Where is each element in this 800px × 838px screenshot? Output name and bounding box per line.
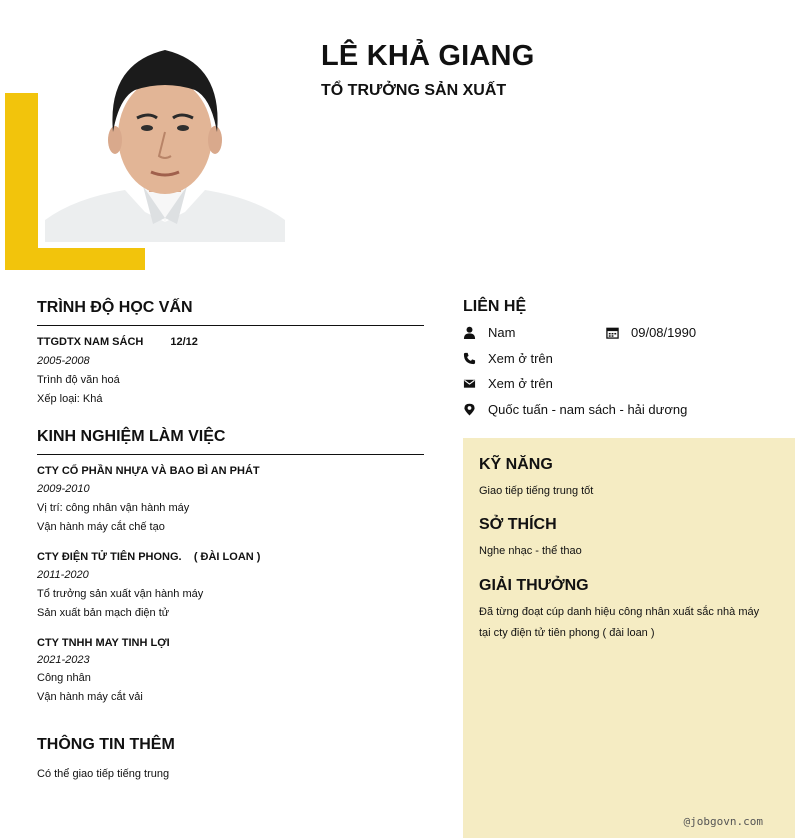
- experience-company: CTY CỔ PHẦN NHỰA VÀ BAO BÌ AN PHÁT: [37, 465, 260, 477]
- portrait-illustration: [45, 40, 285, 242]
- candidate-role: TỔ TRƯỞNG SẢN XUẤT: [321, 82, 507, 99]
- experience-company: CTY TNHH MAY TINH LỢI: [37, 637, 170, 649]
- contact-phone: [463, 351, 553, 366]
- phone-icon: [463, 352, 476, 365]
- education-school-row: [37, 336, 424, 348]
- hobbies-title: SỞ THÍCH: [479, 516, 557, 533]
- experience-item: [37, 465, 424, 533]
- education-title: TRÌNH ĐỘ HỌC VẤN: [37, 299, 193, 316]
- location-pin-icon: [463, 403, 476, 416]
- experience-item: [37, 637, 424, 703]
- contact-phone-text: Xem ở trên: [488, 351, 553, 366]
- experience-item: [37, 551, 424, 619]
- experience-line: Vị trí: công nhân vận hành máy: [37, 502, 190, 514]
- hobbies-text: Nghe nhạc - thể thao: [479, 545, 582, 557]
- contact-address: [463, 402, 687, 417]
- contact-birthday: [606, 325, 696, 340]
- frame-horizontal-bar: [5, 248, 145, 270]
- side-panel: [463, 438, 795, 838]
- contact-birthday-text: 09/08/1990: [631, 325, 697, 340]
- experience-line: Vận hành máy cắt vải: [37, 691, 143, 703]
- experience-period: 2011-2020: [37, 569, 89, 581]
- contact-address-text: Quốc tuấn - nam sách - hải dương: [488, 402, 688, 417]
- education-period: 2005-2008: [37, 355, 90, 367]
- education-line-1: Trình độ văn hoá: [37, 374, 120, 386]
- mail-icon: [463, 377, 476, 390]
- extra-info-title: THÔNG TIN THÊM: [37, 736, 175, 753]
- education-section: [37, 299, 424, 405]
- profile-photo: [45, 40, 285, 242]
- experience-line: Tổ trưởng sản xuất vận hành máy: [37, 588, 204, 600]
- experience-line: Sản xuất bản mạch điện tử: [37, 607, 170, 619]
- experience-line: Vận hành máy cắt chế tạo: [37, 521, 165, 533]
- extra-info-section: [37, 736, 424, 780]
- contact-gender: [463, 325, 515, 340]
- contact-title: LIÊN HỆ: [463, 298, 527, 315]
- experience-section: [37, 428, 424, 703]
- watermark: @jobgovn.com: [683, 815, 763, 828]
- education-line-2: Xếp loại: Khá: [37, 393, 103, 405]
- contact-gender-text: Nam: [488, 325, 516, 340]
- experience-line: Công nhân: [37, 672, 91, 684]
- education-grade: 12/12: [170, 336, 198, 348]
- awards-title: GIẢI THƯỞNG: [479, 577, 589, 594]
- calendar-icon: [606, 326, 619, 339]
- education-divider: [37, 325, 424, 326]
- extra-info-text: Có thể giao tiếp tiếng trung: [37, 768, 170, 780]
- skills-text: Giao tiếp tiếng trung tốt: [479, 485, 594, 497]
- experience-period: 2009-2010: [37, 483, 90, 495]
- person-icon: [463, 326, 476, 339]
- awards-text: Đã từng đoạt cúp danh hiệu công nhân xuất sắc nhà máy tại cty điện tử tiên phong ( đài loan ): [479, 606, 760, 639]
- experience-title: KINH NGHIỆM LÀM VIỆC: [37, 428, 226, 445]
- contact-email: [463, 376, 553, 391]
- frame-vertical-bar: [5, 93, 38, 270]
- candidate-name: LÊ KHẢ GIANG: [321, 40, 535, 72]
- contact-email-text: Xem ở trên: [488, 376, 553, 391]
- skills-title: KỸ NĂNG: [479, 456, 553, 473]
- experience-company: CTY ĐIỆN TỬ TIÊN PHONG. ( ĐÀI LOAN ): [37, 551, 261, 563]
- education-school: TTGDTX NAM SÁCH: [37, 336, 144, 348]
- experience-divider: [37, 454, 424, 455]
- experience-period: 2021-2023: [37, 654, 90, 666]
